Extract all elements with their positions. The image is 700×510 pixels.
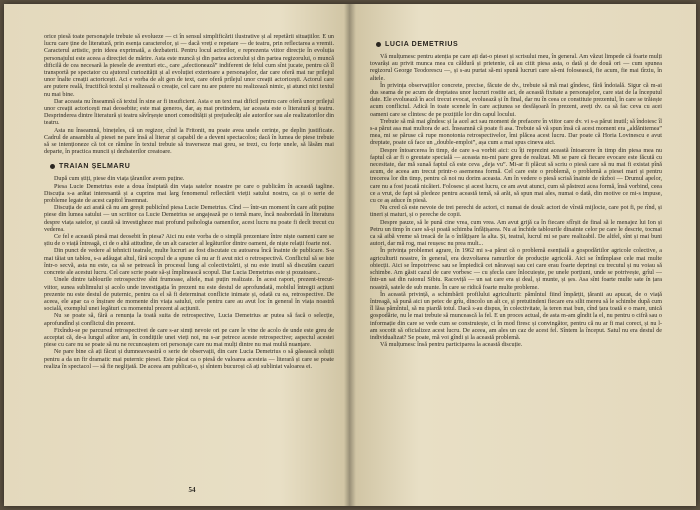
bullet-icon — [376, 42, 381, 47]
paragraph: După cum știți, piese din viața țăranilor avem puține. — [54, 176, 185, 183]
paragraph: În privința observațiilor concrete, precise, făcute de dv., trebuie să mă mai gîndesc, fără îndoială. Sigur că m-ai dus seama de pe acum de dreptatea unor lucruri rostite aci, de această fixitate a personajelor, care stat de la începutul date. Ele evoluează în acel trecut evocat, evoluează și în final, dar nu în ceea ce constituie prezentul, în care se trăiește acum conflictul. Adică în toate scenele în care acțiunea se desfășoară în prezent, aveți dv. ca să fac ceva cu acei oameni care se clintesc de pe pozițiile lor din capul locului. — [370, 82, 662, 118]
bullet-icon — [50, 164, 55, 169]
paragraph: Asta nu înseamnă, binețeles, că un regizor, cînd la Fritonit, nu poate avea unele cerințe, pe deplin justificate. Cadrul de ansamblu al piesei ne pare însă al literar și capabil de a deveni spectacolos; dacă în lumea de piese trebuie să se intenționeze că tot ce rămîne în textul trebuie să traverseze mai greu, se trezi, cu forțe unele, să lăsăm mai departe, în practica muncii și dezbaterilor creatoare. — [44, 127, 334, 156]
left-page — [4, 4, 350, 506]
paragraph: În privința problemei agrare, în 1962 mi s-a părut că o problemă esențială a gospodăriilor agricole colective, a agriculturii noastre, în general, era dezvoltarea ramurilor de producție agricolă. Aici se întîmplase cele mai multe obiecții. Aici se împotrivesc sau se împiedică cei năravași sau cei care erau foarte deprinși cu trecutul și nu voiau să schimbe. Am găsit cazul de care vorbesc — cu șfecla care înlocuiește, pe unele porțiuni, unde se potrivește, grîul — într-un sat din raionul Sibiu. Racoviță — un sat care era și deal, și munte, și șes. Asa sînt foarte multe sate în țara noastră, satele de sub munte. În care se ridică foarte multe probleme. — [370, 248, 662, 291]
paragraph: Fixîndu-se pe parcursul retrospectivei de care s-ar simți nevoie ori pe care le vine de acolo de unde este greu de acceptat că, de-a lungul atîtor ani, în condițiile unei vieți noi, nu s-ar petrece aceste retrospective; aspectul acestei piese cu care nu se poate să nu ne recunoaștem ori personaje care nu mai mulți dintre nu mai multă nuanțare. — [44, 327, 334, 349]
speaker-name: TRAIAN ȘELMARU — [59, 163, 131, 171]
speaker-heading — [376, 41, 662, 48]
paragraph: Dar aceasta nu înseamnă că textul în sine ar fi insuficient. Asta e un text mai dificil pentru care oferă unor prilejul unor creații actoricești mai deosebite; este mai generos, dar, aș mai pretindem, iar aceasta este o literatură și teatru. Desprinderea dintre literatură și teatru săvîrșește unori comodității și prejudecăți ale autorilor sau ale realizatorilor din teatru. — [44, 98, 334, 127]
book-spread — [4, 4, 696, 506]
paragraph: Din punct de vedere al tehnicii teatrale, multe lucruri au fost discutate cu autoarea încă înainte de publicare. S-a mai tăiat un tablou, s-a adăugat altul, fără scopul de a spune că nu ar fi avut nici o retrospectivă. Conflictul să se iste într-o secvă, asta nu este, ca să se petreacă în procesul lung al colectivizării, și nu este inutil să discutăm cazuri concrete ale acestui lucru. Cel care scrie poate să-și împlinească scopul. Dar Lucia Demetrius este și pozatoare... — [44, 248, 334, 277]
right-page-content — [370, 41, 662, 349]
paragraph: Despre întoarcerea în timp, de care s-a vorbit aici: cu îți reprezint această întoarcere în timp din piesa mea nu faptul că ar fi o greutate specială — aceasta nu-mi pare greu de realizat. Mi se pare că fiecare evocare este făcută cu necesitate, dar mă sunaă faptul că este ceva „deja vu”. Mi-ar fi plăcut să scriu o piesă care să nu mai fi existat pînă acum, de aceea am trecut printr-o asemenea formă. Cel care este o problemă, o problemă a piesei mari și pentru trecerea lor din timp, pentru că noi nu dorim aceasta. Am în vedere o piesă scrisă înainte de război — Drumul apelor, care nu a fost jucată nicăieri. Folosesc și acest lucru, ce am avut atunci, cum să păstrezi acea formă, însă vorbind, ceea ce a vrut, de fapt să pledeze pentru această temă, să arăt, să spun mai ales, numai o dată, din motive ce mi-s impuse, cu ce aș aduce în piesă. — [370, 147, 662, 205]
right-page — [350, 4, 696, 506]
paragraph: Ne pare bine că ați făcut și dumneavoastră o serie de observații, din care Lucia Demetrius o să găsească soluții pentru a da un fir dramatic mai puternic piesei. Este păcat ca o piesă de valoarea acesteia — literară și care se poate realiza în spectacol — să fie neglijată. De aceea am publicat-o, și sîntem bucuroși că ați subliniat valoarea ei. — [44, 349, 334, 370]
speaker-heading — [50, 163, 334, 170]
page-gutter — [350, 4, 356, 506]
paragraph: Discuția de azi arată că nu am greșit publicînd piesa Lucie Demetrius. Cînd — într-un moment în care atît puține piese din lumea satului — un scriitor ca Lucie Demetrius se angajează pe o temă mare, încă neabordată în literatura despre viața satelor, și caută să investigheze mai profund psihologia oamenilor, acest lucru nu poate fi decît trecut cu vederea. — [44, 205, 334, 233]
paragraph: Nu cred că este nevoie de trei perechi de actori, ci numai de două: actori de vîrstă mijlocie, care pot fi, pe rînd, și tineri și maturi, și o pereche de copii. — [370, 205, 662, 219]
paragraph: În această privință, a schimbării profilului agriculturii: pămîntul fiind împărțit, țăranii au apucat, de o viață întreagă, să pună aici un petec de grîu, dincolo un alt ce, și pretutindeni fiecare era silit mereu să le schimbe după cum îl lăsa pămîntul, să nu piardă totul. Dacă s-au dispus, în colectivitate, la teren mai bun, cînd țara toată e o mare, unică gospodărie, nu le mai trebuie să muncească la fel. E un proces actual, de asta m-am gîndit la el, nu pentru o cifră sau o informație din care se vede cum se construiește, ci în mod firesc și convingător, pentru că nu ar fi mai corect, și nu l-am socotit să oficializez acest lucru. De aceea, am ales un caz de acest fel. Sîntem la început. Satul nu era destul de individualizat? Se poate, mă voi gîndi și la această problemă. — [370, 291, 662, 341]
speaker-name: LUCIA DEMETRIUS — [385, 41, 459, 48]
paragraph: Vă mulțumesc însă pentru participarea la această discuție. — [380, 342, 523, 349]
paragraph: orice piesă toate personajele trebuie să evolueze — ci în sensul simplificării ilustrative și al repetării situațiilor. E un lucru care ține de literatură, prin esența caracterelor, și — dacă vreți e repetare — de teatru, prin reflectarea a vremii. Caracterul artistic, prin ideea exprimată, a dezbaterii. Pentru locul actorilor, e reprezenta viitor direcție în evoluția personajului este aceea a direcției de mărire. Asta este muncă și din partea actorului și din partea regizorului, o muncă dificilă de cea necesară la piesele de aventuri etc., care „afectionează” indiferent de felul cum sînt jucate, pentru că îl transportă pe spectator cu ajutorul curiozității și al evoluției exterioare a personajelor, dar care oferă mai rar prilejul unor înalte creații actoricești. Aci e vorba de alt gen de text, care oferă prilejul unor creații actoricești. Actorul care are putere reală, fructifică textul și realizează o creație, cel care nu are putere nu realizează nimic, și atunci nici textul nu mai bine. — [44, 34, 334, 98]
paragraph: Unele dintre tablourile retrospective sînt frumoase, altele, mai puțin realizate. În acest raport, prezent-trecut-viitor, sunea sublimului și acolo unde investigația în prezent nu este destul de aprofundată, mobilul întregii acțiuni prezente nu este destul de puternic, pentru ca el să fi determinat conflicte inimate și, odată cu ea, retrospective. De aceea, ele apar ca o înșirare de momente din viața satului, cele pentru care au avut loc în general în viața noastră socială, exemplul unei legături cu momentul prezent al acțiunii. — [44, 277, 334, 313]
paragraph: Nu se poate să, fără a renunța la toată suita de retrospective, Lucia Demetrius ar putea să facă o selecție, aprofundînd și conflictul din prezent. — [44, 313, 334, 327]
left-page-content — [44, 34, 334, 371]
page-number: 54 — [188, 486, 196, 494]
paragraph: Piesa Lucie Demetrius este a doua însiptată din viața satelor noastre pe care o publicăm în această tagline. Discuția s-a arătat interesantă și a cuprins mai larg fenomenul reflectării vieții satului nostru, ca și o serie de probleme legate de acest capitol însemnat. — [44, 183, 334, 205]
paragraph: Trebuie să mă mai gîndesc și la acel act sau moment de prefacere în viitor care dv. vi s-a părut inutil; să îndoiesc îl s-a părut asa mai multora de aci. Înseamnă că poate fi asa. Trebuie să vă spun însă că acest moment era „aldănitemea” mea, mi se păruse că rupe monotonia retrospectivelor, îmi plăcea acest lucru. Dar poate că Horia Lovinescu e avut dreptate, poate că face un „double-emploi”, așa cum a mai spus cineva aici. — [370, 118, 662, 147]
paragraph: Vă mulțumesc pentru atenția pe care ați dat-o piesei și scrisului meu, în general. Am văzut limpede că foarte mulți tovarăși au privit munca mea cu căldură și prietenie, că au citit piesa asta, o dată și de două ori — cum spunea regizorul George Teodorescu —, și s-au purtat să-mi spună lucruri care să-mi folosească, fie acum, fie mai tîrziu, în altele. — [370, 54, 662, 82]
paragraph: Despre pauze, să le pună cine vrea, cum vrea. Am avut grijă ca în fiecare sfîrșit de final să le menajez lui Ion și Petru un timp în care să-și poată schimba înfățișarea. Nu ai închide tablourile dinainte celor pe care le descrie, tocmai ca să aibă vreme să treacă de la o înfățișare la alta. Și, teatral, lucrul mi se pare realizabil. De altfel, sînt și mai buni autori, dar mă rog, mai reușesc nu prea mult... — [370, 219, 662, 248]
paragraph: Ce fel e această piesă mai deosebit în piesa? Aici nu este vorba de o simplă prezentare între niște oameni care se știu de o viață întreagă, ci de o altă atitudine, de un alt caracter al legăturilor dintre oameni, de niște relații foarte noi. — [44, 234, 334, 248]
